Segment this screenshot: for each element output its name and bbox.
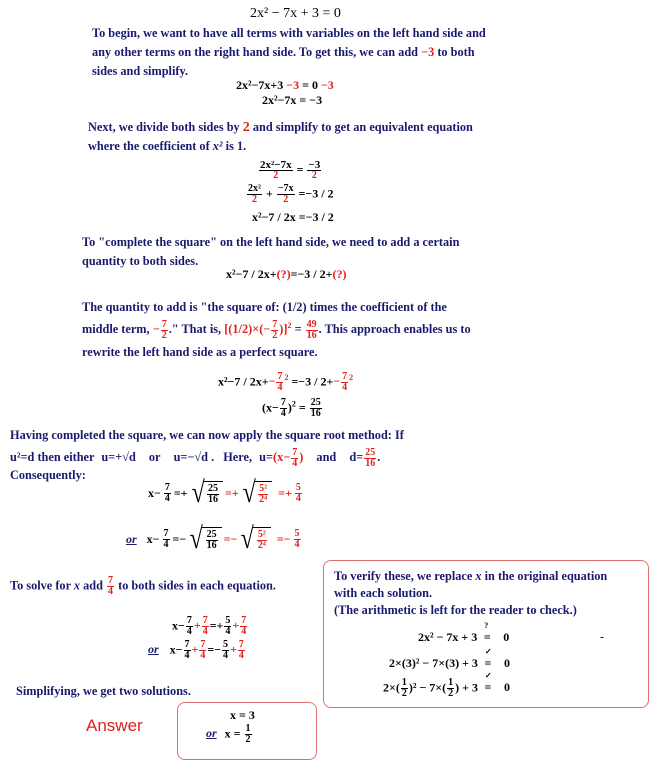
complete-square-step: x²−7 / 2x+(?)=−3 / 2+(?)	[226, 267, 347, 281]
verify-text: To verify these, we replace x in the original equation with each solution. (The arithmetic is left for the reader to check.)	[334, 569, 608, 617]
divide-line-2: $\frac{\text{2x²}}{2}$ + $\frac{-7x}{2}$ =−3 / 2	[248, 183, 334, 205]
divide-line-1: $\frac{\text{2x²−7x}}{2}$ = $\frac{-3}{2}$	[260, 159, 321, 181]
step-simplified: 2x²−7x = −3	[262, 93, 323, 107]
solve-line-plus: x− $\frac{7}{4}$ + $\frac{7}{4}$ =+ $\frac{5}{4}$ + $\frac{7}{4}$	[172, 615, 247, 637]
perfect-square-step: (x− $\frac{7}{4}$ )$^2$ = $\frac{25}{16}$	[262, 397, 321, 419]
step-add-minus-3: 2x²−7x+3 −3 = 0 −3	[236, 78, 334, 92]
divide-line-3: x²−7 / 2x =−3 / 2	[252, 210, 334, 224]
answer-x1: x = 3	[230, 708, 255, 722]
answer-label: Answer	[86, 716, 143, 735]
sqrt-line-minus: or x− $\frac{7}{4}$ =− √ $\frac{25}{16}$ =− √ $\frac{\text{5²}}{\text{2⁴}}$ =− $\frac{5}{4}$	[126, 522, 300, 555]
main-equation: 2x² − 7x + 3 = 0	[250, 6, 341, 21]
paragraph-2: Next, we divide both sides by 2 and simplify to get an equivalent equation where the coefficient of x² is 1.	[88, 120, 473, 153]
verify-dash: -	[600, 630, 605, 644]
paragraph-3: To "complete the square" on the left hand side, we need to add a certain quantity to both sides.	[82, 235, 460, 268]
paragraph-1: To begin, we want to have all terms with variables on the left hand side and any other terms on the right hand side. To get this, we can add −3 to both sides and simplify.	[92, 26, 486, 78]
simplifying-label: Simplifying, we get two solutions.	[16, 684, 191, 698]
add-quantity-step: x²−7 / 2x+− $\frac{7}{4}$ $^2$ =−3 / 2+− $\frac{7}{4}$ $^2$	[218, 371, 354, 393]
paragraph-4: The quantity to add is "the square of: (1/2) times the coefficient of the middle term, − $\frac{7}{2}$ ." That is, [(1/2)×(− $\frac{7}{2}$ )]$^2$ = $\frac{49}{16}$ . This approach enables us to rewrite the left hand side as a perfect square.	[82, 300, 471, 359]
consequently-label: Consequently:	[10, 468, 86, 482]
verify-row-3: 2×( $\frac{1}{2}$ )² − 7×( $\frac{1}{2}$ ) + 3 = ✓ 0	[383, 671, 510, 699]
verify-row-1: 2x² − 7x + 3 = ? 0	[418, 621, 510, 644]
verify-row-2: 2×(3)² − 7×(3) + 3 = ✓ 0	[389, 647, 510, 670]
answer-x2: or x = $\frac{1}{2}$	[206, 723, 251, 745]
paragraph-6: To solve for x add $\frac{7}{4}$ to both sides in each equation.	[10, 575, 276, 597]
sqrt-line-plus: x− $\frac{7}{4}$ =+ √ $\frac{25}{16}$ =+ √ $\frac{\text{5²}}{\text{2⁴}}$ =+ $\frac{5}{4}$	[148, 476, 301, 509]
solve-line-minus: or x− $\frac{7}{4}$ + $\frac{7}{4}$ =− $\frac{5}{4}$ + $\frac{7}{4}$	[148, 639, 244, 661]
paragraph-5: Having completed the square, we can now apply the square root method: If u²=d then either u=+√d or u=−√d . Here, u=(x− $\frac{7}{4}$ ) and d= $\frac{25}{16}$ .	[10, 428, 404, 469]
